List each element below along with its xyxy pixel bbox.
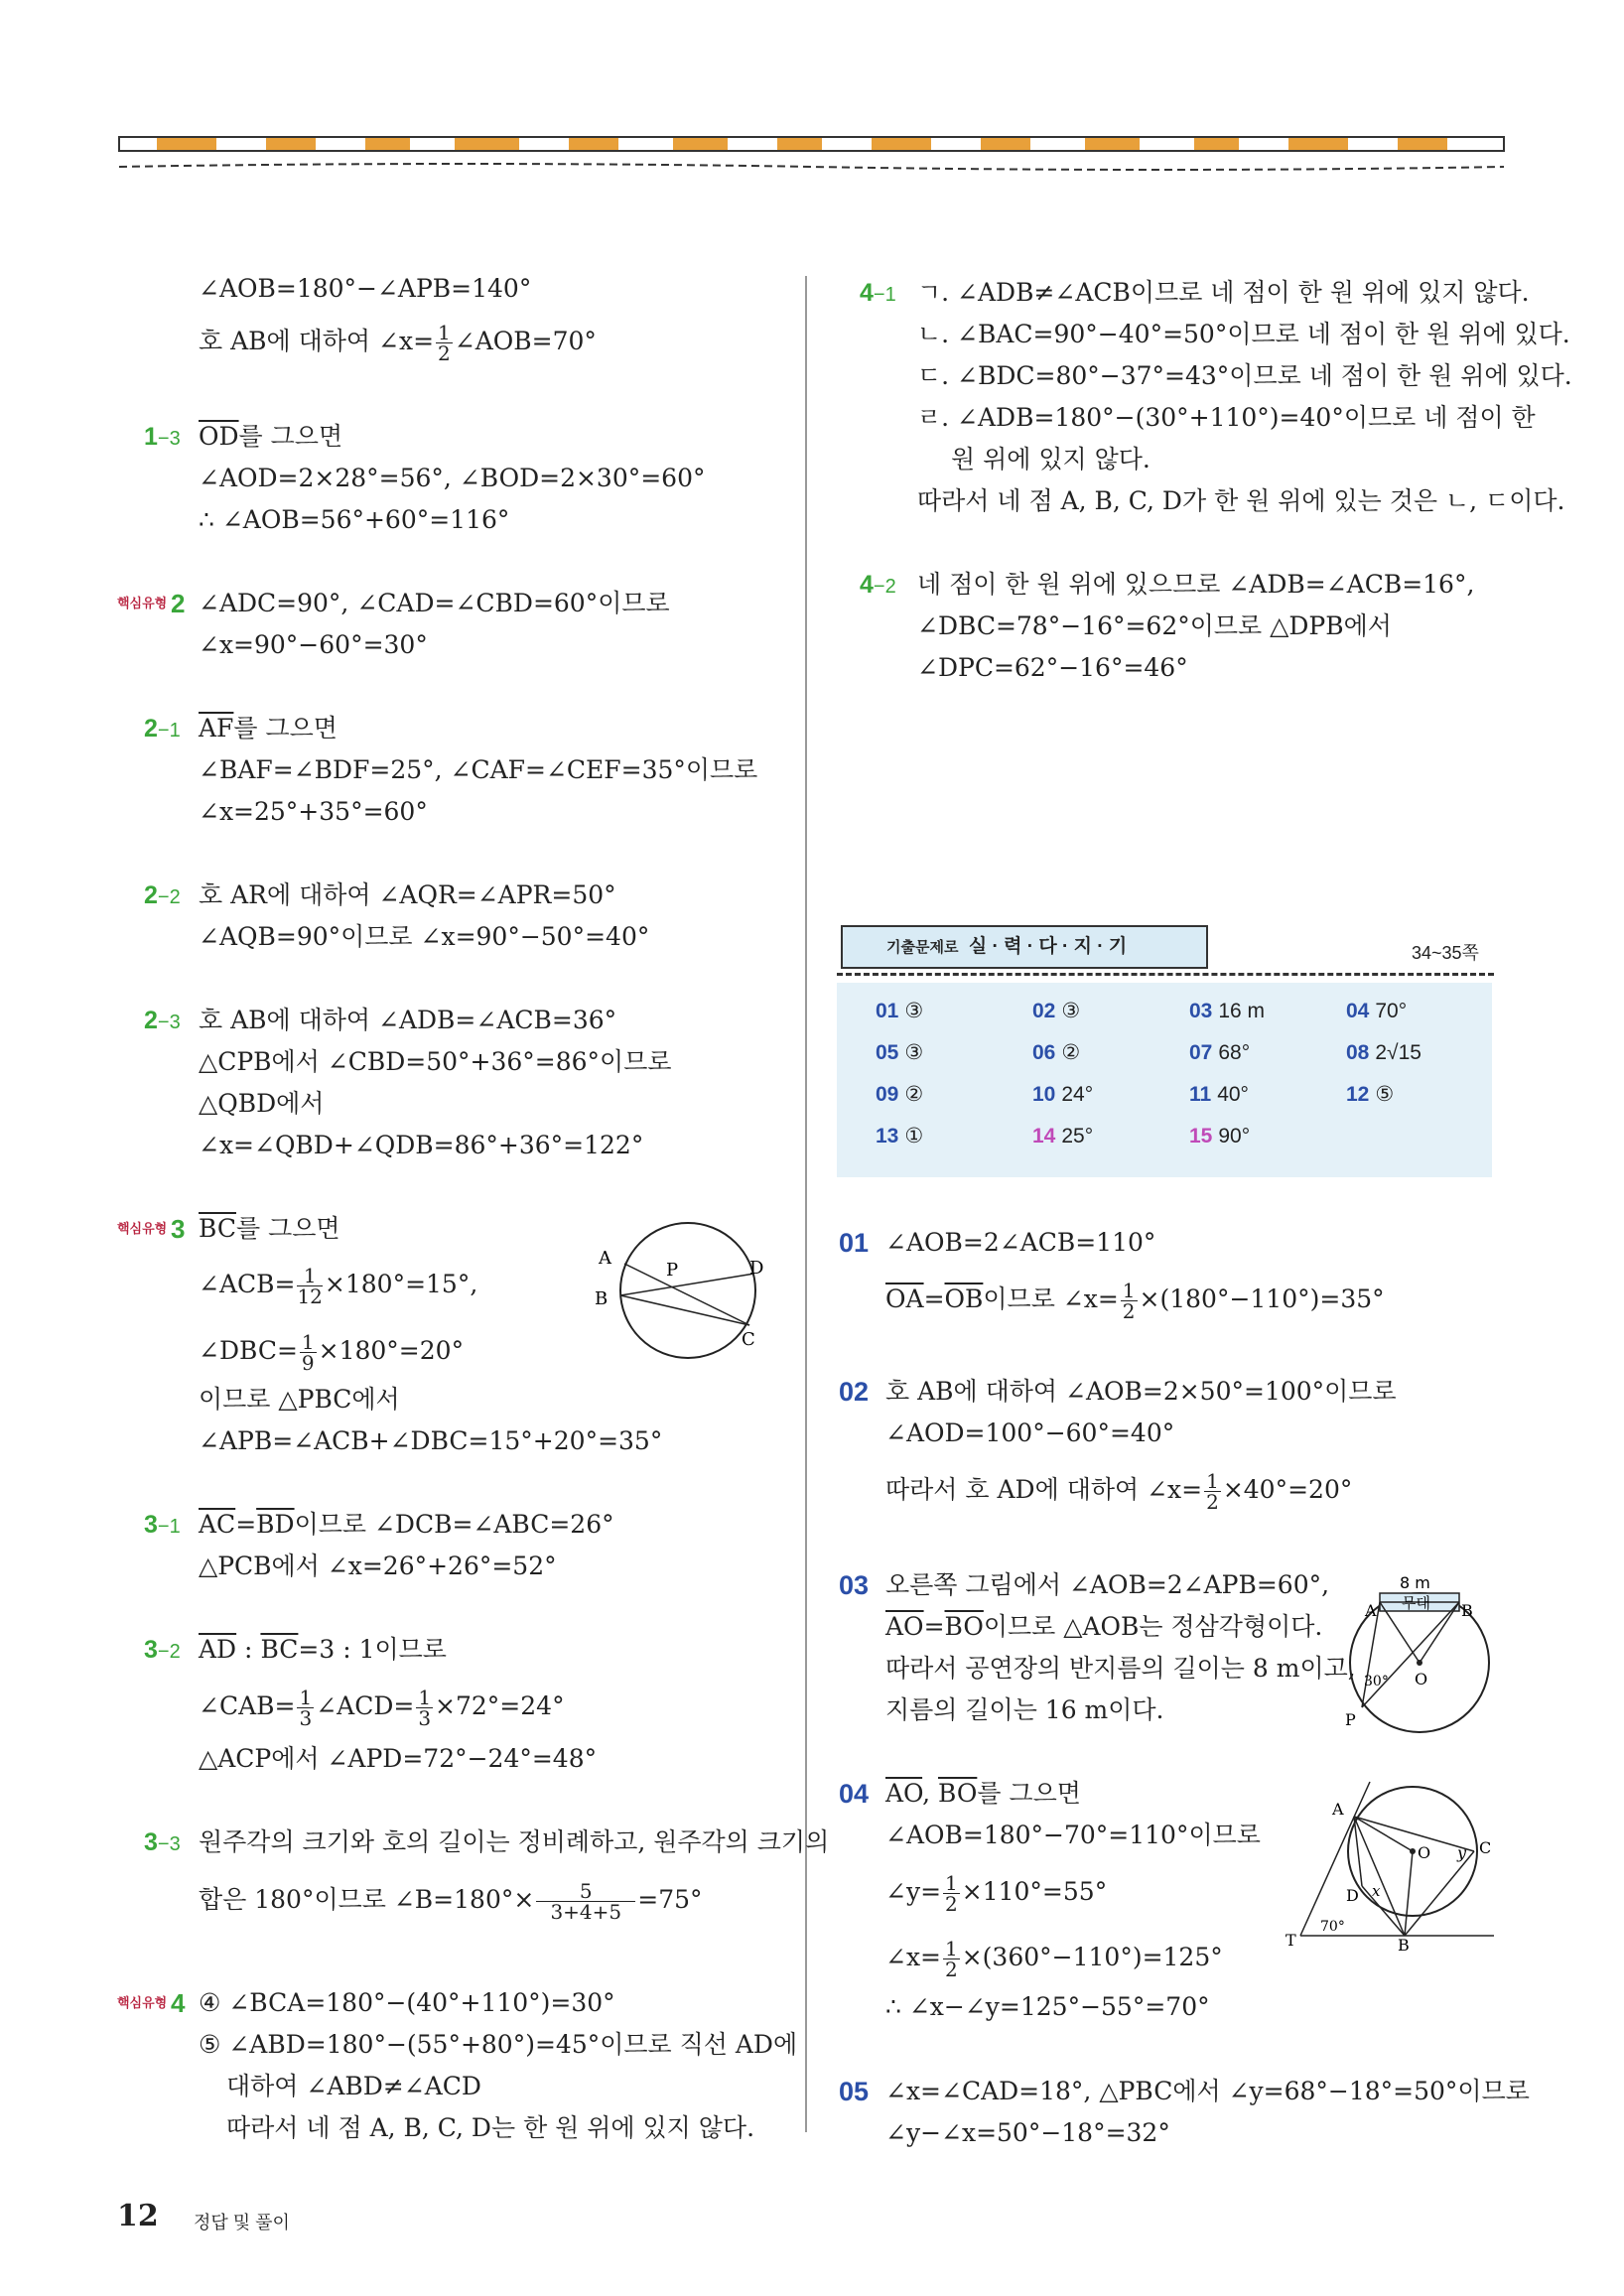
line: ∠x= $\frac{1}{2}$ ×(360°−110°)=125° xyxy=(885,1937,1223,1981)
answer-item: 03 16 m xyxy=(1189,1000,1266,1022)
fraction: $\frac{1}{3}$ xyxy=(299,1686,313,1730)
line: 대하여 ∠ABD≠∠ACD xyxy=(226,2072,481,2100)
line: 합은 180°이므로 ∠B=180°× $\frac{5}{3+4+5}$ =75° xyxy=(199,1879,703,1924)
label-c: C xyxy=(742,1329,755,1350)
line: ∠DBC= $\frac{1}{9}$ ×180°=20° xyxy=(199,1330,465,1375)
line: ㄷ. ∠BDC=80°−37°=43°이므로 네 점이 한 원 위에 있다. xyxy=(917,361,1572,390)
banner-small-title: 기출문제로 xyxy=(886,939,959,956)
fraction: $\frac{1}{2}$ xyxy=(945,1871,958,1916)
line: ∠AOB=2∠ACB=110° xyxy=(885,1228,1156,1257)
line: $\overline{AD}$ : $\overline{BC}=3$ : 1이므로 xyxy=(199,1635,447,1664)
line: 따라서 호 AD에 대하여 ∠x= $\frac{1}{2}$ ×40°=20° xyxy=(885,1469,1353,1514)
answer-item: 13 ① xyxy=(876,1125,924,1148)
line: 따라서 네 점 A, B, C, D가 한 원 위에 있는 것은 ㄴ, ㄷ이다. xyxy=(917,486,1565,515)
line: △ACP에서 ∠APD=72°−24°=48° xyxy=(199,1744,598,1773)
label-b: B xyxy=(1398,1936,1410,1951)
label-70: 70° xyxy=(1320,1919,1345,1935)
problem-number: 3−2 xyxy=(144,1636,181,1664)
problem-number: 4−1 xyxy=(860,279,896,307)
line: 호 AB에 대하여 ∠ADB=∠ACB=36° xyxy=(199,1006,617,1034)
line: 네 점이 한 원 위에 있으므로 ∠ADB=∠ACB=16°, xyxy=(917,570,1475,599)
line: $\overline{AO}=\overline{BO}$이므로 △AOB는 정삼각형이다. xyxy=(885,1612,1323,1641)
solution-number: 03 xyxy=(839,1570,870,1600)
answer-item: 05 ③ xyxy=(876,1041,924,1064)
label-b: B xyxy=(1461,1601,1473,1620)
line: 호 AB에 대하여 ∠x= $\frac{1}{2}$ ∠AOB=70° xyxy=(199,321,597,365)
problem-number: 3−3 xyxy=(144,1828,181,1856)
line: ∴ ∠x−∠y=125°−55°=70° xyxy=(885,1992,1210,2021)
label-a: A xyxy=(599,1248,611,1269)
solution-number: 02 xyxy=(839,1377,870,1407)
label-d: D xyxy=(1346,1886,1359,1905)
answer-item: 09 ② xyxy=(876,1083,924,1106)
label-t: T xyxy=(1286,1931,1296,1950)
fraction: $\frac{1}{2}$ xyxy=(1122,1279,1136,1323)
line: ∴ ∠AOB=56°+60°=116° xyxy=(199,505,510,534)
label-30: 30° xyxy=(1364,1674,1389,1689)
label-p: P xyxy=(666,1260,679,1281)
line: 지름의 길이는 16 m이다. xyxy=(885,1695,1164,1724)
label-y: y xyxy=(1457,1843,1467,1862)
line: 원주각의 크기와 호의 길이는 정비례하고, 원주각의 크기의 xyxy=(199,1827,830,1856)
answer-item: 07 68° xyxy=(1189,1041,1251,1064)
line: ㄱ. ∠ADB≠∠ACB이므로 네 점이 한 원 위에 있지 않다. xyxy=(917,278,1530,307)
solution-number: 01 xyxy=(839,1228,870,1258)
solution-number: 04 xyxy=(839,1779,870,1809)
answer-item: 06 ② xyxy=(1032,1041,1081,1064)
line: ∠CAB= $\frac{1}{3}$ ∠ACD= $\frac{1}{3}$ ×72°=24° xyxy=(199,1686,565,1730)
line: ∠x=∠QBD+∠QDB=86°+36°=122° xyxy=(199,1131,644,1159)
fraction: $\frac{1}{2}$ xyxy=(945,1937,958,1981)
core-type-number: 4 xyxy=(171,1988,186,2018)
line: ㄹ. ∠ADB=180°−(30°+110°)=40°이므로 네 점이 한 xyxy=(917,403,1536,432)
page-number: 12 xyxy=(117,2199,159,2233)
circle-figure-3 xyxy=(591,1216,769,1365)
line: 오른쪽 그림에서 ∠AOB=2∠APB=60°, xyxy=(885,1570,1330,1599)
line: △CPB에서 ∠CBD=50°+36°=86°이므로 xyxy=(199,1047,672,1076)
answer-item: 02 ③ xyxy=(1032,1000,1081,1022)
line: ∠DBC=78°−16°=62°이므로 △DPB에서 xyxy=(917,611,1392,640)
line: ∠AOD=2×28°=56°, ∠BOD=2×30°=60° xyxy=(199,464,706,492)
fraction: $\frac{5}{3+4+5}$ xyxy=(536,1881,635,1922)
fraction: $\frac{1}{2}$ xyxy=(438,321,451,365)
banner-pages: 34~35쪽 xyxy=(1412,943,1479,963)
core-type-tag: 핵심유형 xyxy=(117,596,168,610)
label-c: C xyxy=(1479,1838,1492,1857)
line: 원 위에 있지 않다. xyxy=(951,445,1150,473)
label-b: B xyxy=(595,1288,609,1309)
answer-item: 12 ⑤ xyxy=(1346,1083,1395,1106)
stage-figure-03 xyxy=(1340,1568,1499,1737)
core-type-tag: 핵심유형 xyxy=(117,1221,168,1236)
tangent-figure-04 xyxy=(1281,1777,1499,1951)
line: 호 AR에 대하여 ∠AQR=∠APR=50° xyxy=(199,880,616,909)
answer-item: 10 24° xyxy=(1032,1083,1094,1106)
problem-number: 2−3 xyxy=(144,1007,181,1034)
line: ④ ∠BCA=180°−(40°+110°)=30° xyxy=(199,1988,615,2017)
problem-number: 2−1 xyxy=(144,715,181,743)
line: ∠x=∠CAD=18°, △PBC에서 ∠y=68°−18°=50°이므로 xyxy=(885,2077,1530,2105)
line: ∠AOB=180°−70°=110°이므로 xyxy=(885,1821,1261,1849)
core-type-number: 2 xyxy=(171,589,186,618)
line: ∠AQB=90°이므로 ∠x=90°−50°=40° xyxy=(199,922,650,951)
section-banner xyxy=(841,925,1208,969)
line: 호 AB에 대하여 ∠AOB=2×50°=100°이므로 xyxy=(885,1377,1397,1406)
header-decoration xyxy=(117,129,1507,179)
line: △PCB에서 ∠x=26°+26°=52° xyxy=(199,1552,557,1580)
answer-item: 04 70° xyxy=(1346,1000,1408,1022)
fraction: $\frac{1}{12}$ xyxy=(297,1264,323,1308)
line: $\overline{AF}$를 그으면 xyxy=(199,714,338,743)
footer-label: 정답 및 풀이 xyxy=(194,2213,290,2232)
problem-number: 4−2 xyxy=(860,571,896,599)
fraction: $\frac{1}{3}$ xyxy=(418,1686,432,1730)
line: ∠APB=∠ACB+∠DBC=15°+20°=35° xyxy=(199,1426,663,1455)
line: ∠DPC=62°−16°=46° xyxy=(917,653,1188,682)
line: △QBD에서 xyxy=(199,1089,325,1118)
label-a: A xyxy=(1332,1800,1344,1819)
label-a: A xyxy=(1365,1601,1377,1620)
line: ∠x=90°−60°=30° xyxy=(199,630,428,659)
line: $\overline{OA}=\overline{OB}$이므로 ∠x= $\frac{1}{2}$ ×(180°−110°)=35° xyxy=(885,1279,1385,1323)
line: 이므로 △PBC에서 xyxy=(199,1385,400,1414)
line: ㄴ. ∠BAC=90°−40°=50°이므로 네 점이 한 원 위에 있다. xyxy=(917,320,1570,348)
problem-number: 2−2 xyxy=(144,881,181,909)
label-o: O xyxy=(1418,1843,1431,1862)
line: ∠BAF=∠BDF=25°, ∠CAF=∠CEF=35°이므로 xyxy=(199,755,758,784)
line: ∠ADC=90°, ∠CAD=∠CBD=60°이므로 xyxy=(199,589,670,617)
core-type-tag: 핵심유형 xyxy=(117,1995,168,2010)
label-stage: 무대 xyxy=(1402,1594,1430,1612)
answer-item: 01 ③ xyxy=(876,1000,924,1022)
answer-item: 15 90° xyxy=(1189,1125,1251,1148)
line: ∠x=25°+35°=60° xyxy=(199,797,428,826)
core-type-number: 3 xyxy=(171,1214,186,1244)
line: $\overline{AO}$, $\overline{BO}$를 그으면 xyxy=(885,1779,1081,1808)
label-x: x xyxy=(1372,1882,1381,1900)
line: ∠y−∠x=50°−18°=32° xyxy=(885,2118,1170,2147)
answer-item: 08 2√15 xyxy=(1346,1041,1421,1064)
fraction: $\frac{1}{2}$ xyxy=(1206,1469,1219,1514)
fraction: $\frac{1}{9}$ xyxy=(301,1330,315,1375)
line: $\overline{OD}$를 그으면 xyxy=(199,422,343,451)
label-d: D xyxy=(749,1258,764,1279)
answer-item: 14 25° xyxy=(1032,1125,1094,1148)
solution-number: 05 xyxy=(839,2077,870,2106)
line: 따라서 공연장의 반지름의 길이는 8 m이고, xyxy=(885,1654,1356,1683)
banner-big-title: 실 · 력 · 다 · 지 · 기 xyxy=(968,936,1128,957)
answer-item: 11 40° xyxy=(1189,1083,1249,1106)
line: $\overline{AC}=\overline{BD}$이므로 ∠DCB=∠ABC=26° xyxy=(199,1510,614,1539)
label-o: O xyxy=(1415,1670,1428,1688)
line: ∠AOB=180°−∠APB=140° xyxy=(199,274,532,303)
line: ⑤ ∠ABD=180°−(55°+80°)=45°이므로 직선 AD에 xyxy=(199,2030,798,2059)
line: ∠y= $\frac{1}{2}$ ×110°=55° xyxy=(885,1871,1108,1916)
line: $\overline{BC}$를 그으면 xyxy=(199,1214,340,1243)
line: ∠ACB= $\frac{1}{12}$ ×180°=15°, xyxy=(199,1264,478,1308)
problem-number: 1−3 xyxy=(144,423,181,451)
line: 따라서 네 점 A, B, C, D는 한 원 위에 있지 않다. xyxy=(226,2113,755,2142)
line: ∠AOD=100°−60°=40° xyxy=(885,1418,1175,1447)
label-p: P xyxy=(1345,1710,1356,1729)
label-8m: 8 m xyxy=(1400,1573,1430,1592)
banner-rule xyxy=(837,973,1494,976)
problem-number: 3−1 xyxy=(144,1511,181,1539)
